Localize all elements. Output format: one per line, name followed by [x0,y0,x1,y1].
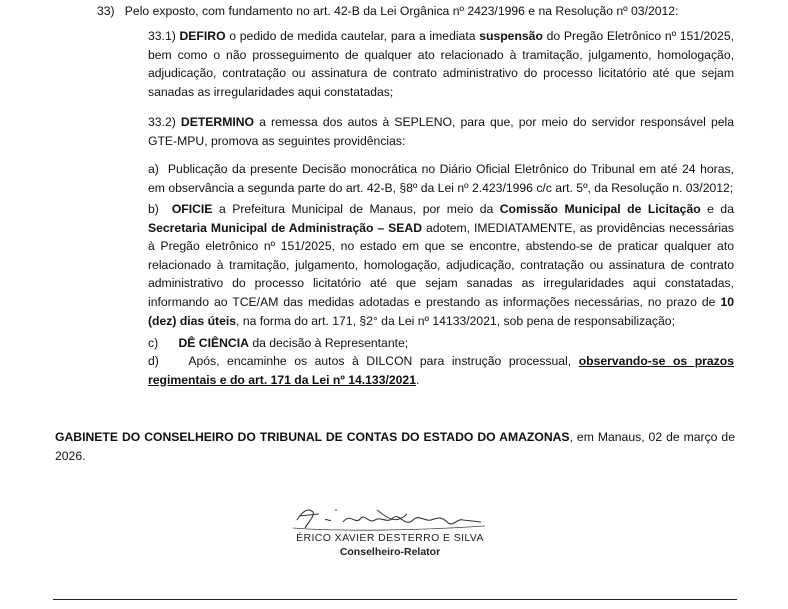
item-b-text2: e da [707,202,734,216]
item-33-2-keyword: DETERMINO [180,115,255,129]
item-d [148,352,734,389]
item-c-letter: c) [148,336,159,350]
item-33-1-keyword: DEFIRO [179,29,226,43]
item-b [148,200,734,330]
item-33-1-number: 33.1) [148,29,176,43]
item-a [148,160,734,197]
item-b-bold2: Secretaria Municipal de Administração – SEAD [148,220,423,235]
closing-bold: GABINETE DO CONSELHEIRO DO TRIBUNAL DE CONTAS DO ESTADO DO AMAZONAS [55,430,570,444]
footer-rule [53,599,737,600]
item-33-1-text2: do Pregão Eletrônico nº 151/2025, bem como o não prosseguimento de qualquer ato relacionado à tramitação, julgamento, homologação, adjudicação, contratação ou assinatura de contrato administrativo do processo licitatório até que sejam sanadas as irregularidades aqui constatadas; [148,29,734,99]
item-b-bold3: 10 (dez) dias úteis [148,294,734,328]
item-d-underlined: observando-se os prazos regimentais e do art. 171 da Lei nº 14.133/2021 [148,354,734,387]
item-33-text: Pelo exposto, com fundamento no art. 42-B da Lei Orgânica nº 2423/1996 e na Resolução nº 03/2012: [124,4,679,18]
item-c-keyword: DÊ CIÊNCIA [178,336,249,350]
item-33-2 [148,113,734,150]
closing-paragraph [55,428,735,465]
item-b-bold1: Comissão Municipal de Licitação [499,202,701,216]
item-d-end: . [415,372,420,387]
item-b-letter: b) [148,202,159,216]
item-b-text1: a Prefeitura Municipal de Manaus, por meio da [218,202,494,216]
item-33-2-text: a remessa dos autos à SEPLENO, para que, por meio do servidor responsável pela GTE-MPU, promova as seguintes providências: [148,115,734,148]
item-33-1-bold1: suspensão [479,29,543,43]
item-b-text3: adotem, IMEDIATAMENTE, as providências necessárias à Pregão eletrônico nº 151/2025, no estado em que se encontre, abstendo-se de praticar qualquer ato relacionado à tramitação, julgamento, homologação, adjudicação, contratação ou assinatura de contrato administrativo do processo licitatório até que sejam sanadas as irregularidades aqui constatadas, informando ao TCE/AM das medidas adotadas e prestando as informações necessárias, no prazo de [148,220,734,309]
item-33 [97,2,737,21]
item-d-letter: d) [148,354,159,368]
signatory-name: ÉRICO XAVIER DESTERRO E SILVA [296,532,484,544]
item-c-text: da decisão à Representante; [252,336,409,350]
signatory-role: Conselheiro-Relator [339,546,441,558]
item-d-text: Após, encaminhe os autos à DILCON para instrução processual, [188,354,572,368]
item-33-1 [148,27,734,101]
item-33-number: 33) [97,4,115,18]
item-b-text4: , na forma do art. 171, §2° da Lei nº 14133/2021, sob pena de responsabilização; [236,313,675,328]
item-b-keyword: OFICIE [171,202,213,216]
item-a-letter: a) [148,162,159,176]
item-33-1-text1: o pedido de medida cautelar, para a imediata [229,29,476,43]
item-c [148,334,734,353]
closing-text: , em Manaus, 02 de março de 2026. [55,430,735,463]
item-a-text: Publicação da presente Decisão monocrática no Diário Oficial Eletrônico do Tribunal em até 24 horas, em observância a segunda parte do art. 42-B, §8º da Lei nº 2.423/1996 c/c art. 5º, da Resolução n. 03/2012; [148,162,734,195]
item-33-2-number: 33.2) [148,115,176,129]
